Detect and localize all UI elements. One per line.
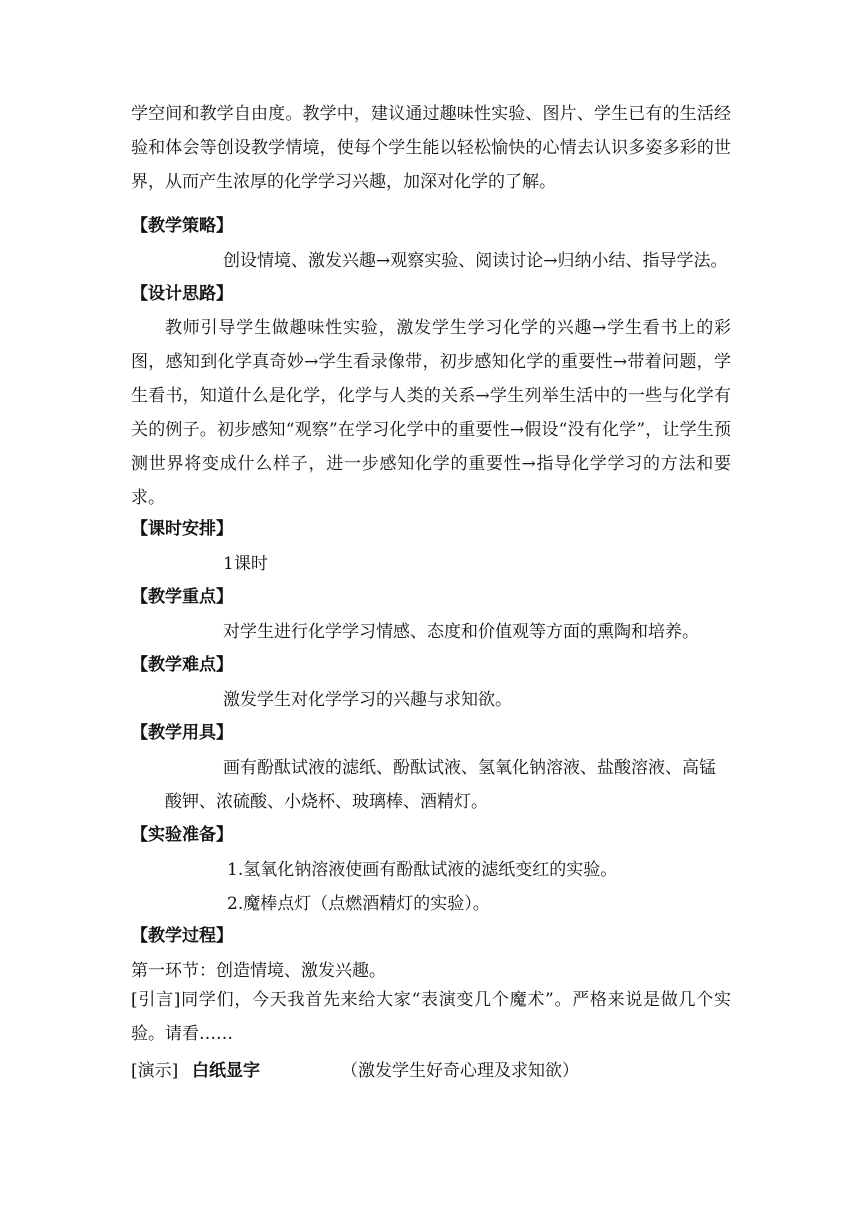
key-points-text: 对学生进行化学学习情感、态度和价值观等方面的熏陶和培养。 (223, 622, 699, 642)
key-points-heading: 【教学重点】 (131, 587, 233, 607)
difficulties-text: 激发学生对化学学习的兴趣与求知欲。 (223, 690, 512, 710)
experiment-item-1: 1.氢氧化钠溶液使画有酚酞试液的滤纸变红的实验。 (227, 860, 618, 880)
process-quote: [引言]同学们，今天我首先来给大家“表演变几个魔术”。严格来说是做几个实验。请看…… (131, 990, 731, 1044)
experiment-item-2: 2.魔棒点灯（点燃酒精灯的实验）。 (227, 894, 490, 914)
difficulties-heading: 【教学难点】 (131, 655, 233, 675)
tools-text-line-2: 酸钾、浓硫酸、小烧杯、玻璃棒、酒精灯。 (165, 792, 488, 812)
process-step-1: 第一环节：创造情境、激发兴趣。 (131, 961, 386, 981)
strategy-heading: 【教学策略】 (131, 216, 233, 236)
intro-paragraph: 学空间和教学自由度。教学中，建议通过趣味性实验、图片、学生已有的生活经验和体会等创设教学情境，使每个学生能以轻松愉快的心情去认识多姿多彩的世界，从而产生浓厚的化学学习兴趣，加深对化学的了解。 (131, 104, 731, 192)
schedule-text: 1课时 (223, 554, 268, 574)
design-text: 教师引导学生做趣味性实验，激发学生学习化学的兴趣→学生看书上的彩图，感知到化学真奇妙→学生看录像带，初步感知化学的重要性→带着问题，学生看书，知道什么是化学，化学与人类的关系→学生列举生活中的一些与化学有关的例子。初步感知“观察”在学习化学中的重要性→假设“没有化学”，让学生预测世界将变成什么样子，进一步感知化学的重要性→指导化学学习的方法和要求。 (131, 318, 731, 508)
strategy-text: 创设情境、激发兴趣→观察实验、阅读讨论→归纳小结、指导学法。 (223, 251, 728, 271)
demo-label: [演示] (131, 1061, 179, 1081)
process-heading: 【教学过程】 (131, 926, 233, 946)
demo-note: （激发学生好奇心理及求知欲） (341, 1061, 579, 1081)
schedule-heading: 【课时安排】 (131, 519, 233, 539)
tools-text-line-1: 画有酚酞试液的滤纸、酚酞试液、氢氧化钠溶液、盐酸溶液、高锰 (223, 758, 716, 778)
experiments-heading: 【实验准备】 (131, 825, 233, 845)
tools-heading: 【教学用具】 (131, 723, 233, 743)
demo-title: 白纸显字 (192, 1061, 260, 1081)
design-heading: 【设计思路】 (131, 284, 233, 304)
